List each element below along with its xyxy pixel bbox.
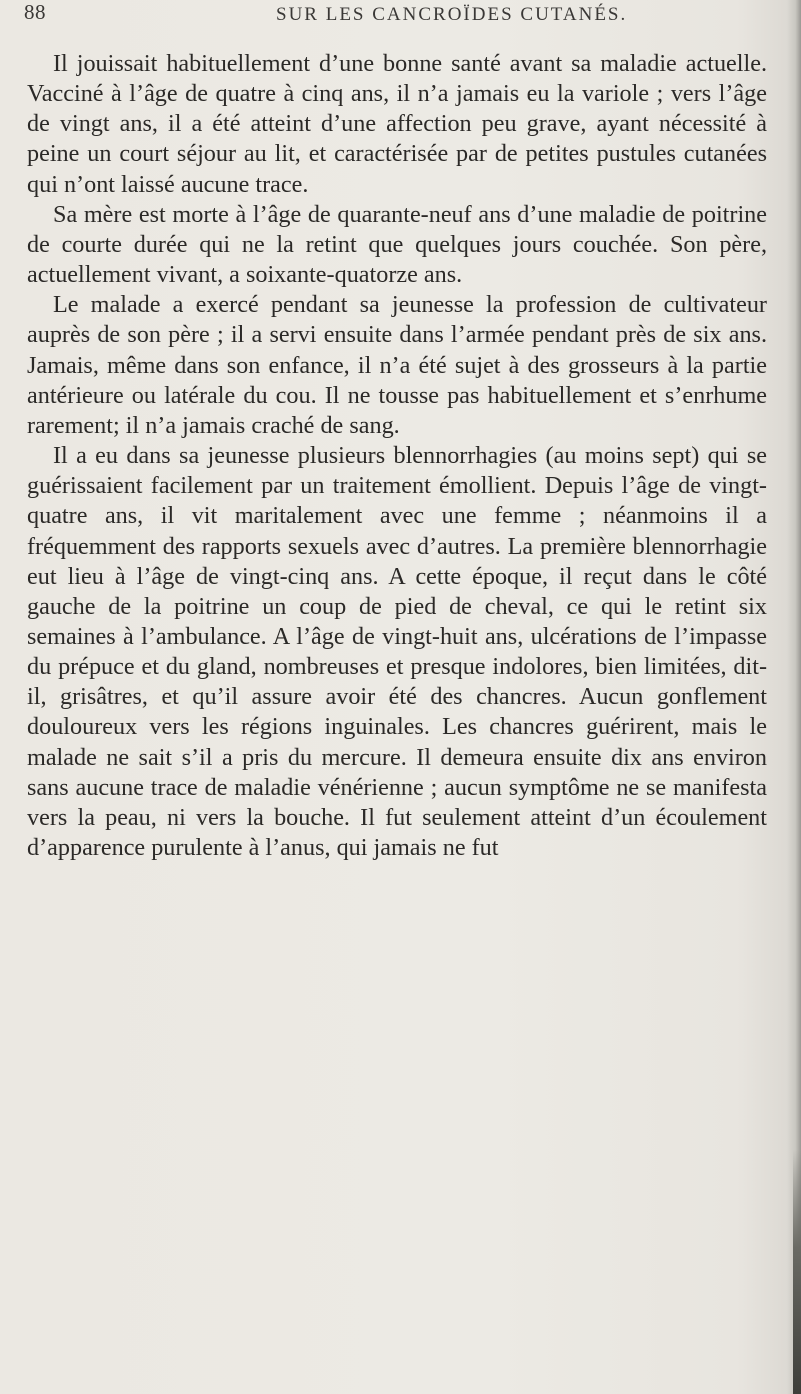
- paragraph-venereal-history: Il a eu dans sa jeunesse plusieurs blennorrhagies (au moins sept) qui se guérissaient facilement par un traitement émollient. Depuis l’âge de vingt-quatre ans, il vit maritalement avec une femme ; néanmoins il a fréquemment des rapports sexuels avec d’autres. La première blennorrhagie eut lieu à l’âge de vingt-cinq ans. A cette époque, il reçut dans le côté gauche de la poitrine un coup de pied de cheval, ce qui le retint six semaines à l’ambulance. A l’âge de vingt-huit ans, ulcérations de l’impasse du prépuce et du gland, nombreuses et presque indolores, bien limitées, dit-il, grisâtres, et qu’il assure avoir été des chancres. Aucun gonflement douloureux vers les régions inguinales. Les chancres guérirent, mais le malade ne sait s’il a pris du mercure. Il demeura ensuite dix ans environ sans aucune trace de maladie vénérienne ; aucun symptôme ne se manifesta vers la peau, ni vers la bouche. Il fut seulement atteint d’un écoulement d’apparence purulente à l’anus, qui jamais ne fut: [27, 442, 767, 862]
- paragraph-health-history: Il jouissait habituellement d’une bonne santé avant sa maladie actuelle. Vacciné à l’âge de quatre à cinq ans, il n’a jamais eu la variole ; vers l’âge de vingt ans, il a été atteint d’une affection peu grave, ayant nécessité à peine un court séjour au lit, et caractérisée par de petites pustules cutanées qui n’ont laissé aucune trace.: [27, 50, 767, 198]
- page-edge-dark-corner: [793, 1150, 801, 1394]
- paragraph-family-history: Sa mère est morte à l’âge de quarante-neuf ans d’une maladie de poitrine de courte durée qui ne la retint que quelques jours couchée. Son père, actuellement vivant, a soixante-quatorze ans.: [27, 200, 767, 289]
- running-head: SUR LES CANCROÏDES CUTANÉS.: [276, 4, 628, 25]
- body-text: [27, 49, 767, 863]
- paragraph-occupation: Le malade a exercé pendant sa jeunesse la profession de cultivateur auprès de son père ; il a servi ensuite dans l’armée pendant près de six ans. Jamais, même dans son enfance, il n’a été sujet à des grosseurs à la partie antérieure ou latérale du cou. Il ne tousse pas habituellement et s’enrhume rarement; il n’a jamais craché de sang.: [27, 291, 767, 439]
- page-number: 88: [24, 0, 46, 24]
- page-header: [24, 0, 764, 30]
